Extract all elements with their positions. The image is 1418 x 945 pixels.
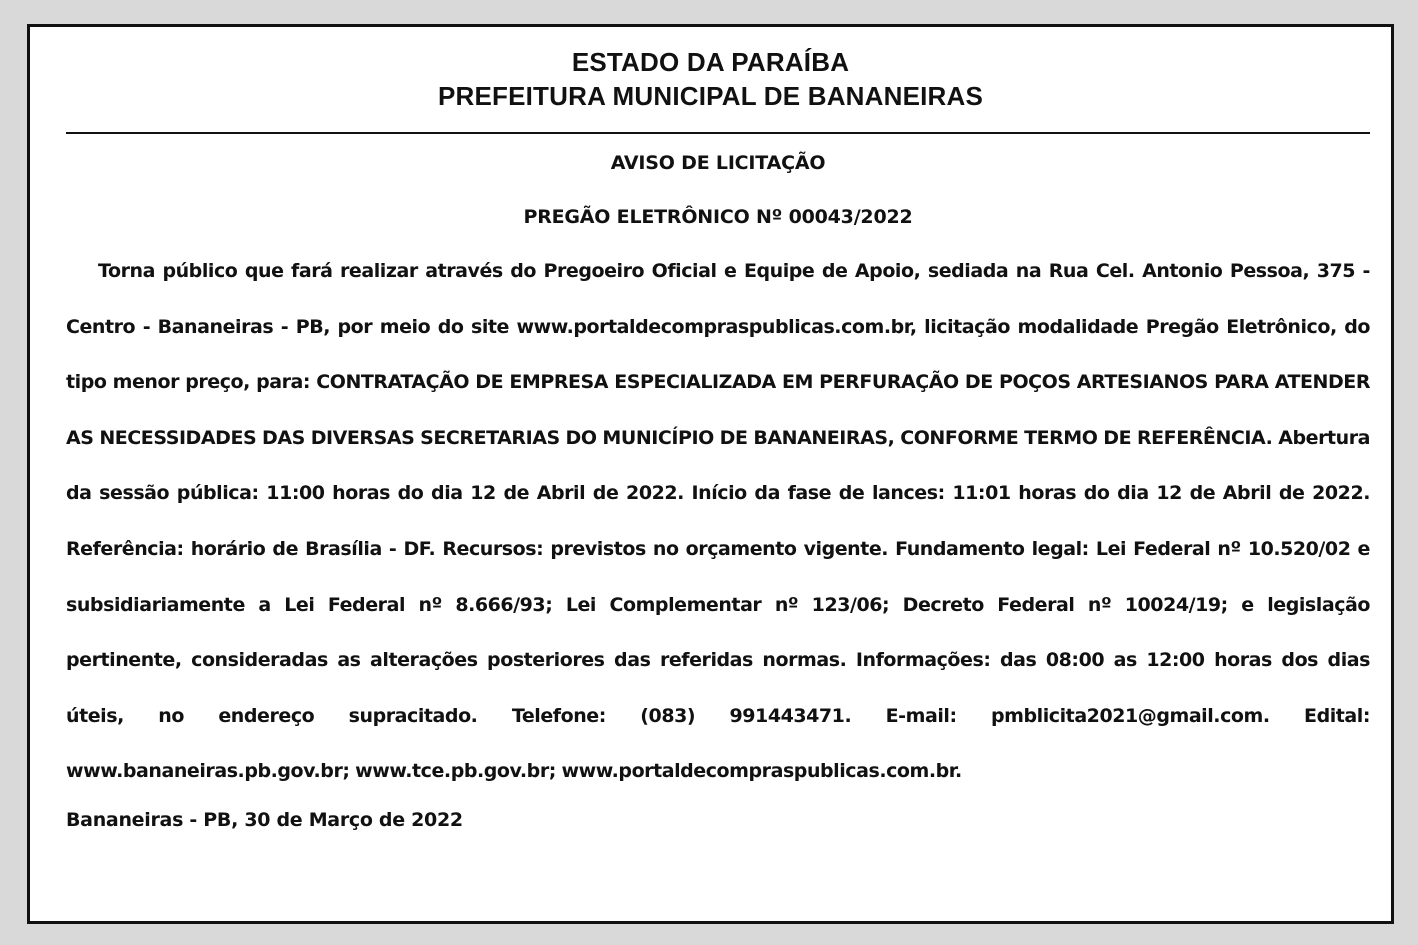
notice-title: AVISO DE LICITAÇÃO bbox=[610, 152, 826, 174]
notice-subtitle: PREGÃO ELETRÔNICO Nº 00043/2022 bbox=[523, 206, 913, 228]
signature-line: Bananeiras - PB, 30 de Março de 2022 bbox=[66, 808, 463, 831]
header-divider bbox=[66, 132, 1370, 134]
notice-body: Torna público que fará realizar através do Pregoeiro Oficial e Equipe de Apoio, sediada na Rua Cel. Antonio Pessoa, 375 - Centro - Bananeiras - PB, por meio do site www.portaldecompraspublicas.com.br, licitação modalidade Pregão Eletrônico, do tipo menor preço, para: CONTRATAÇÃO DE EMPRESA ESPECIALIZADA EM PERFURAÇÃO DE POÇOS ARTESIANOS PARA ATENDER AS NECESSIDADES DAS DIVERSAS SECRETARIAS DO MUNICÍPIO DE BANANEIRAS, CONFORME TERMO DE REFERÊNCIA. Abertura da sessão pública: 11:00 horas do dia 12 de Abril de 2022. Início da fase de lances: 11:01 horas do dia 12 de Abril de 2022. Referência: horário de Brasília - DF. Recursos: previstos no orçamento vigente. Fundamento legal: Lei Federal nº 10.520/02 e subsidiariamente a Lei Federal nº 8.666/93; Lei Complementar nº 123/06; Decreto Federal nº 10024/19; e legislação pertinente, consideradas as alterações posteriores das referidas normas. Informações: das 08:00 as 12:00 horas dos dias úteis, no endereço supracitado. Telefone: (083) 991443471. E-mail: pmblicita2021@gmail.com. Edital: www.bananeiras.pb.gov.br; www.tce.pb.gov.br; www.portaldecompraspublicas.com.br. bbox=[66, 260, 1370, 783]
municipality-heading: PREFEITURA MUNICIPAL DE BANANEIRAS bbox=[437, 81, 984, 111]
notice-box bbox=[27, 24, 1394, 924]
state-heading: ESTADO DA PARAÍBA bbox=[571, 47, 850, 77]
notice-content bbox=[66, 144, 1370, 833]
header bbox=[30, 27, 1391, 113]
